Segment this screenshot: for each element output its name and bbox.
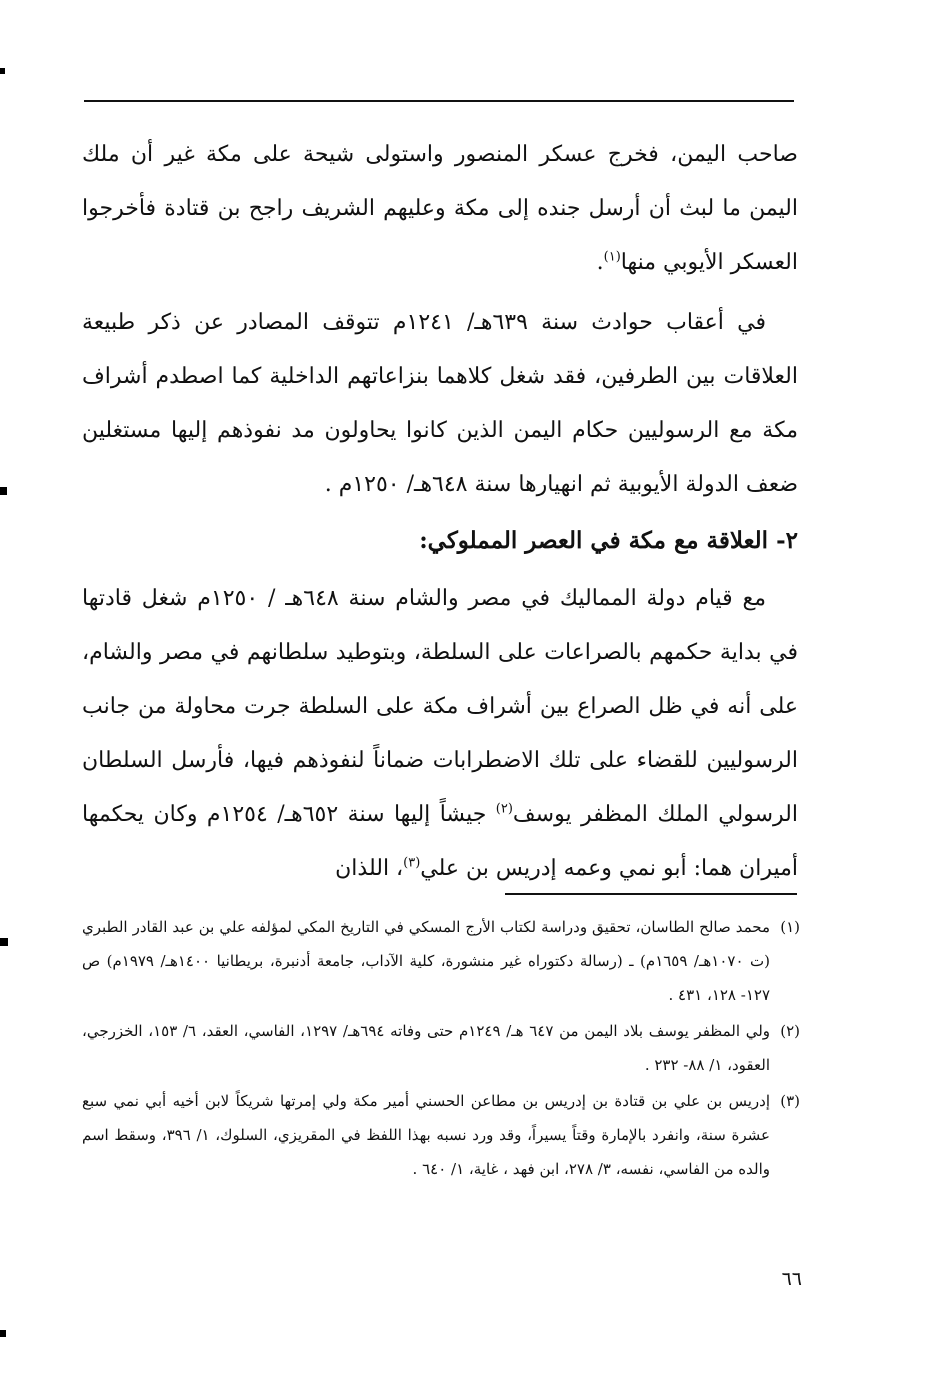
footnote-text: ولي المظفر يوسف بلاد اليمن من ٦٤٧ هـ/ ١٢٤٩م حتى وفاته ٦٩٤هـ/ ١٢٩٧، الفاسي، العقد، ٦/ ١٥٣، الخزرجي، العقود، ١/ ٨٨- ٢٣٢ . [82,1022,771,1074]
header-rule [84,100,794,102]
scan-mark [0,938,8,946]
scan-mark [0,68,5,74]
scan-mark [0,487,7,495]
footnote-3 [82,1084,800,1186]
footnote-2 [82,1014,800,1082]
paragraph-1: صاحب اليمن، فخرج عسكر المنصور واستولى شيحة على مكة غير أن ملك اليمن ما لبث أن أرسل جنده إلى مكة وعليهم الشريف راجح بن قتادة فأخرجوا العسكر الأيوبي منها$^{(١)}$. [82,142,798,275]
paragraph-3: مع قيام دولة المماليك في مصر والشام سنة ٦٤٨هـ / ١٢٥٠م شغل قادتها في بداية حكمهم بالصراعات على السلطة، وبتوطيد سلطانهم في مصر والشام، على أنه في ظل الصراع بين أشراف مكة على السلطة جرت محاولة من جانب الرسوليين للقضاء على تلك الاضطرابات ضماناً لنفوذهم فيها، فأرسل السلطان الرسولي الملك المظفر يوسف$^{(٢)}$ جيشاً إليها سنة ٦٥٢هـ/ ١٢٥٤م وكان يحكمها أميران هما: أبو نمي وعمه إدريس بن علي$^{(٣)}$، اللذان [82,586,798,881]
page-number: ٦٦ [781,1268,802,1290]
footnote-ref-2: (٢) [495,801,513,817]
footnote-ref-1: (١) [603,249,621,265]
footnote-number: (٣) [780,1092,800,1110]
footnote-text: إدريس بن علي بن قتادة بن إدريس بن مطاعن الحسني أمير مكة ولي إمرتها شريكاً لابن أخيه أبي نمي سبع عشرة سنة، وانفرد بالإمارة وقتاً يسيراً، وقد ورد نسبه بهذا اللفظ في المقريزي، السلوك، ١/ ٣٩٦، وسقط اسم والده من الفاسي، نفسه، ٣/ ٢٧٨، ابن فهد ، غاية، ١/ ٦٤٠ . [82,1092,770,1178]
footnote-number: (١) [780,918,800,936]
footnote-separator [505,893,797,895]
footnote-text: محمد صالح الطاسان، تحقيق ودراسة لكتاب الأرج المسكي في التاريخ المكي لمؤلفه علي بن عبد القادر الطبري (ت ١٠٧٠هـ/ ١٦٥٩م) ـ (رسالة دكتوراه غير منشورة، كلية الآداب، جامعة أدنبرة، بريطانيا ١٤٠٠هـ/ ١٩٧٩م) ص ١٢٧- ١٢٨، ٤٣١ . [82,918,770,1004]
footnotes [82,910,800,1188]
paragraph-2: في أعقاب حوادث سنة ٦٣٩هـ/ ١٢٤١م تتوقف المصادر عن ذكر طبيعة العلاقات بين الطرفين، فقد شغل كلاهما بنزاعاتهم الداخلية كما اصطدم أشراف مكة مع الرسوليين حكام اليمن الذين كانوا يحاولون مد نفوذهم إليها مستغلين ضعف الدولة الأيوبية ثم انهيارها سنة ٦٤٨هـ/ ١٢٥٠م . [82,310,798,497]
footnote-ref-3: (٣) [403,855,421,871]
main-text [82,128,798,902]
footnote-1 [82,910,800,1012]
section-heading: ٢- العلاقة مع مكة في العصر المملوكي: [419,527,798,554]
scan-mark [0,1330,6,1337]
footnote-number: (٢) [780,1022,800,1040]
